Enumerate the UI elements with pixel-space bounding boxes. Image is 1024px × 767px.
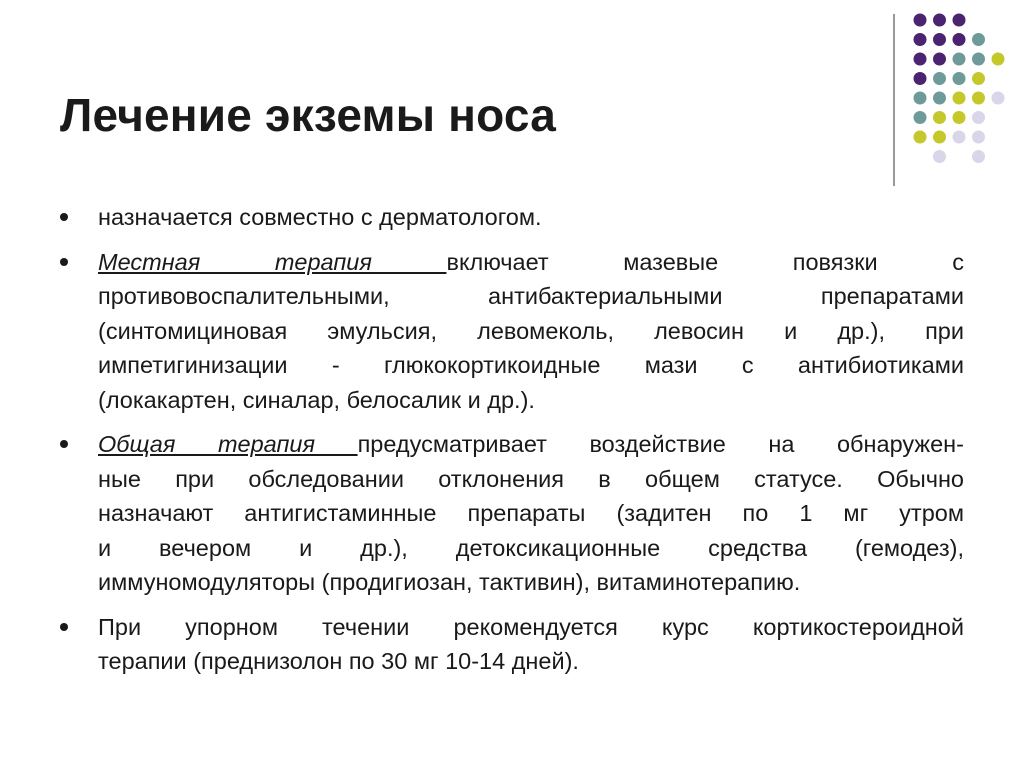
decorative-dot [933,131,946,144]
title-divider-line [893,14,895,186]
bullet-line: и вечером и др.), детоксикационные средства (гемодез), [98,534,964,561]
bullet-line: ные при обследовании отклонения в общем статусе. Обычно [98,465,964,492]
slide-title: Лечение экземы носа [60,89,556,141]
decorative-dot [953,92,966,105]
decorative-dot [933,150,946,163]
bullet-line: иммуномодуляторы (продигиозан, тактивин), витаминотерапию. [98,569,801,595]
decorative-dot [933,53,946,66]
decorative-dot [953,53,966,66]
decorative-dot [914,111,927,124]
bullet-item-general-therapy [60,427,964,600]
decorative-dot [972,53,985,66]
decorative-dot [992,92,1005,105]
decorative-dot [953,131,966,144]
bullet-item-persistent-course [60,610,964,679]
decorative-dot [933,33,946,46]
decorative-dot [953,111,966,124]
bullet-line: Местная терапия включает мазевые повязки с [98,248,964,275]
decorative-dot [972,92,985,105]
decorative-dot [953,72,966,85]
decorative-dot [972,131,985,144]
decorative-dot [992,53,1005,66]
bullet-list [60,200,964,689]
bullet-dot-icon [60,213,68,221]
bullet-line: (локакартен, синалар, белосалик и др.). [98,386,535,413]
decorative-dot [972,150,985,163]
decorative-dot [914,33,927,46]
decorative-dot [933,92,946,105]
bullet-item-local-therapy [60,245,964,418]
bullet-dot-icon [60,258,68,266]
decorative-dot [933,72,946,85]
decorative-dot [914,72,927,85]
decorative-dot [953,14,966,27]
bullet-dot-icon [60,440,68,448]
decorative-dot [914,53,927,66]
local-therapy-heading: Местная терапия [98,248,447,275]
bullet-line: назначают антигистаминные препараты (задитен по 1 мг утром [98,500,964,526]
decorative-dot [914,14,927,27]
decorative-dot [933,111,946,124]
bullet-line: (синтомициновая эмульсия, левомеколь, левосин и др.), при [98,317,964,344]
bullet-item-dermatologist [60,200,964,235]
bullet-line: терапии (преднизолон по 30 мг 10-14 дней). [98,648,579,674]
decorative-dot [914,131,927,144]
bullet-dot-icon [60,623,68,631]
bullet-line: Общая терапия предусматривает воздействие на обнаружен- [98,431,964,457]
bullet-line: назначается совместно с дерматологом. [98,204,542,230]
bullet-line: При упорном течении рекомендуется курс кортикостероидной [98,613,964,640]
bullet-line: противовоспалительными, антибактериальными препаратами [98,283,964,309]
decorative-dot [953,33,966,46]
decorative-dot [972,72,985,85]
decorative-dot [972,33,985,46]
decorative-dot [972,111,985,124]
decorative-dot [914,92,927,105]
bullet-line: импетигинизации - глюкокортикоидные мази с антибиотиками [98,352,964,378]
decorative-dot [933,14,946,27]
general-therapy-heading: Общая терапия [98,431,358,457]
